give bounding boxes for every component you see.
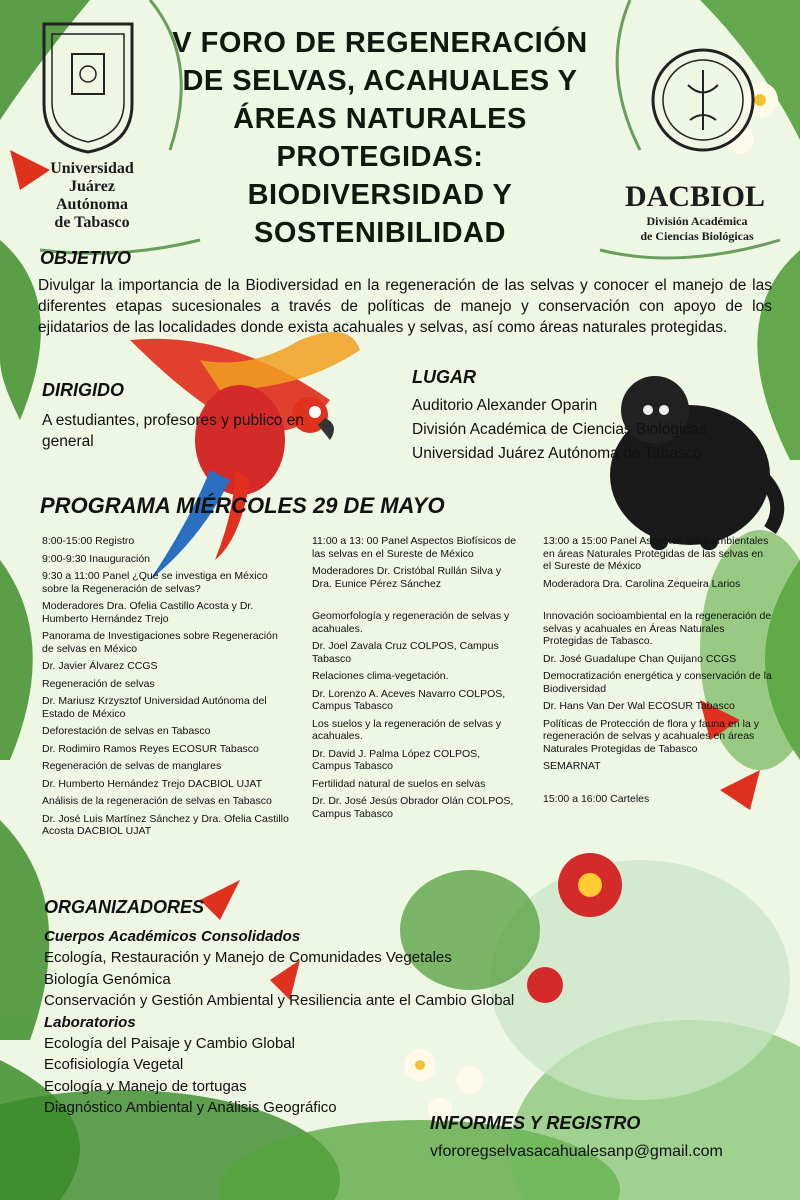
list-item: Dr. Mariusz Krzysztof Universidad Autónoma del Estado de México: [42, 695, 267, 720]
division-subtitle: División Académica de Ciencias Biológicas: [640, 214, 754, 243]
list-item: Dr. José Luis Martínez Sánchez y Dra. Ofelia Castillo Acosta DACBIOL UJAT: [42, 812, 289, 837]
objetivo-heading: OBJETIVO: [40, 248, 132, 268]
list-item: Moderadores Dr. Cristóbal Rullán Silva y Dra. Eunice Pérez Sánchez: [312, 565, 502, 590]
list-item: Dr. Joel Zavala Cruz COLPOS, Campus Tabasco: [312, 640, 499, 665]
list-item: Moderadora Dra. Carolina Zequeira Larios: [543, 577, 741, 590]
list-item: Ecología, Restauración y Manejo de Comunidades Vegetales: [44, 949, 452, 966]
list-item: Dr. Lorenzo A. Aceves Navarro COLPOS, Campus Tabasco: [312, 687, 506, 712]
organizadores-heading: ORGANIZADORES: [44, 897, 205, 917]
list-item: Dr. Javier Álvarez CCGS: [42, 660, 158, 672]
list-item: Deforestación de selvas en Tabasco: [42, 725, 211, 737]
division-name: DACBIOL: [624, 180, 766, 213]
list-item: 9:00-9:30 Inauguración: [42, 552, 150, 565]
list-item: SEMARNAT: [543, 760, 601, 772]
dacbiol-seal: [648, 40, 758, 160]
list-item: Dr. Humberto Hernández Trejo DACBIOL UJAT: [42, 777, 262, 790]
lugar-text: Auditorio Alexander Oparin División Académica de Ciencias Biológicas Universidad Juárez Autónoma de Tabasco: [412, 397, 707, 462]
informes-heading: INFORMES Y REGISTRO: [430, 1113, 641, 1133]
programa-col-1: [42, 535, 292, 843]
list-item: [312, 595, 522, 605]
list-item: [543, 778, 773, 788]
university-seal: [36, 14, 140, 154]
list-item: Panorama de Investigaciones sobre Regeneración de selvas en México: [42, 630, 278, 655]
list-item: 8:00-15:00 Registro: [42, 535, 135, 547]
list-item: Democratización energética y conservación de la Biodiversidad: [543, 670, 772, 695]
dirigido-text: A estudiantes, profesores y publico en general: [42, 412, 304, 450]
list-item: Innovación socioambiental en la regeneración de selvas y acahuales en Áreas Naturales Protegidas de Tabasco.: [543, 610, 772, 647]
list-item: Análisis de la regeneración de selvas en Tabasco: [42, 795, 272, 807]
list-item: Dr. David J. Palma López COLPOS, Campus Tabasco: [312, 747, 481, 772]
page-title: V FORO DE REGENERACIÓN DE SELVAS, ACAHUALES Y ÁREAS NATURALES PROTEGIDAS: BIODIVERSIDAD Y SOSTENIBILIDAD: [172, 27, 588, 249]
dirigido-heading: DIRIGIDO: [42, 380, 125, 400]
lugar-heading: LUGAR: [412, 367, 476, 387]
cuerpos-heading: Cuerpos Académicos Consolidados: [44, 928, 301, 945]
list-item: [543, 595, 773, 605]
organizadores-list: [44, 926, 604, 1119]
programa-col-3: [543, 535, 773, 810]
list-item: Regeneración de selvas de manglares: [42, 760, 222, 772]
list-item: Dr. José Guadalupe Chan Quijano CCGS: [543, 652, 737, 665]
list-item: Diagnóstico Ambiental y Análisis Geográfico: [44, 1099, 337, 1116]
list-item: Ecología del Paisaje y Cambio Global: [44, 1034, 295, 1052]
objetivo-text: Divulgar la importancia de la Biodiversidad en la regeneración de las selvas y conocer el manejo de las diferentes etapas sucesionales a través de políticas de manejo y conservación con apoyo de los ejidatarios de las localidades donde exista acahuales y selvas, así como áreas naturales protegidas.: [38, 277, 772, 336]
list-item: Conservación y Gestión Ambiental y Resiliencia ante el Cambio Global: [44, 992, 515, 1009]
list-item: Ecofisiología Vegetal: [44, 1056, 184, 1073]
laboratorios-heading: Laboratorios: [44, 1013, 136, 1031]
list-item: Moderadores Dra. Ofelia Castillo Acosta y Dr. Humberto Hernández Trejo: [42, 600, 254, 625]
list-item: Políticas de Protección de flora y fauna en la y regeneración de selvas y acahuales en áreas Naturales Protegidas de Tabasco: [543, 717, 759, 755]
list-item: Dr. Rodimiro Ramos Reyes ECOSUR Tabasco: [42, 742, 259, 755]
list-item: Los suelos y la regeneración de selvas y acahuales.: [312, 717, 502, 742]
list-item: Dr. Hans Van Der Wal ECOSUR Tabasco: [543, 700, 735, 712]
list-item: Ecología y Manejo de tortugas: [44, 1077, 247, 1095]
list-item: 13:00 a 15:00 Panel Aspectos Socioambientales en áreas Naturales Protegidas de las selvas en el Sureste de México: [543, 535, 769, 572]
list-item: Fertilidad natural de suelos en selvas: [312, 777, 486, 790]
list-item: 11:00 a 13: 00 Panel Aspectos Biofísicos de las selvas en el Sureste de México: [312, 535, 517, 560]
programa-col-2: [312, 535, 522, 825]
list-item: Regeneración de selvas: [42, 677, 155, 690]
programa-heading: PROGRAMA MIÉRCOLES 29 DE MAYO: [40, 493, 445, 518]
list-item: 9:30 a 11:00 Panel ¿Qué se investiga en México sobre la Regeneración de selvas?: [42, 570, 268, 595]
list-item: 15:00 a 16:00 Carteles: [543, 792, 650, 805]
list-item: Geomorfología y regeneración de selvas y acahuales.: [312, 610, 510, 635]
university-name: Universidad Juárez Autónoma de Tabasco: [50, 160, 134, 231]
list-item: Relaciones clima-vegetación.: [312, 670, 449, 682]
list-item: Biología Genómica: [44, 970, 171, 988]
list-item: Dr. Dr. José Jesús Obrador Olán COLPOS, Campus Tabasco: [312, 795, 514, 820]
contact-email[interactable]: vfororegselvasacahualesanp@gmail.com: [430, 1143, 723, 1160]
